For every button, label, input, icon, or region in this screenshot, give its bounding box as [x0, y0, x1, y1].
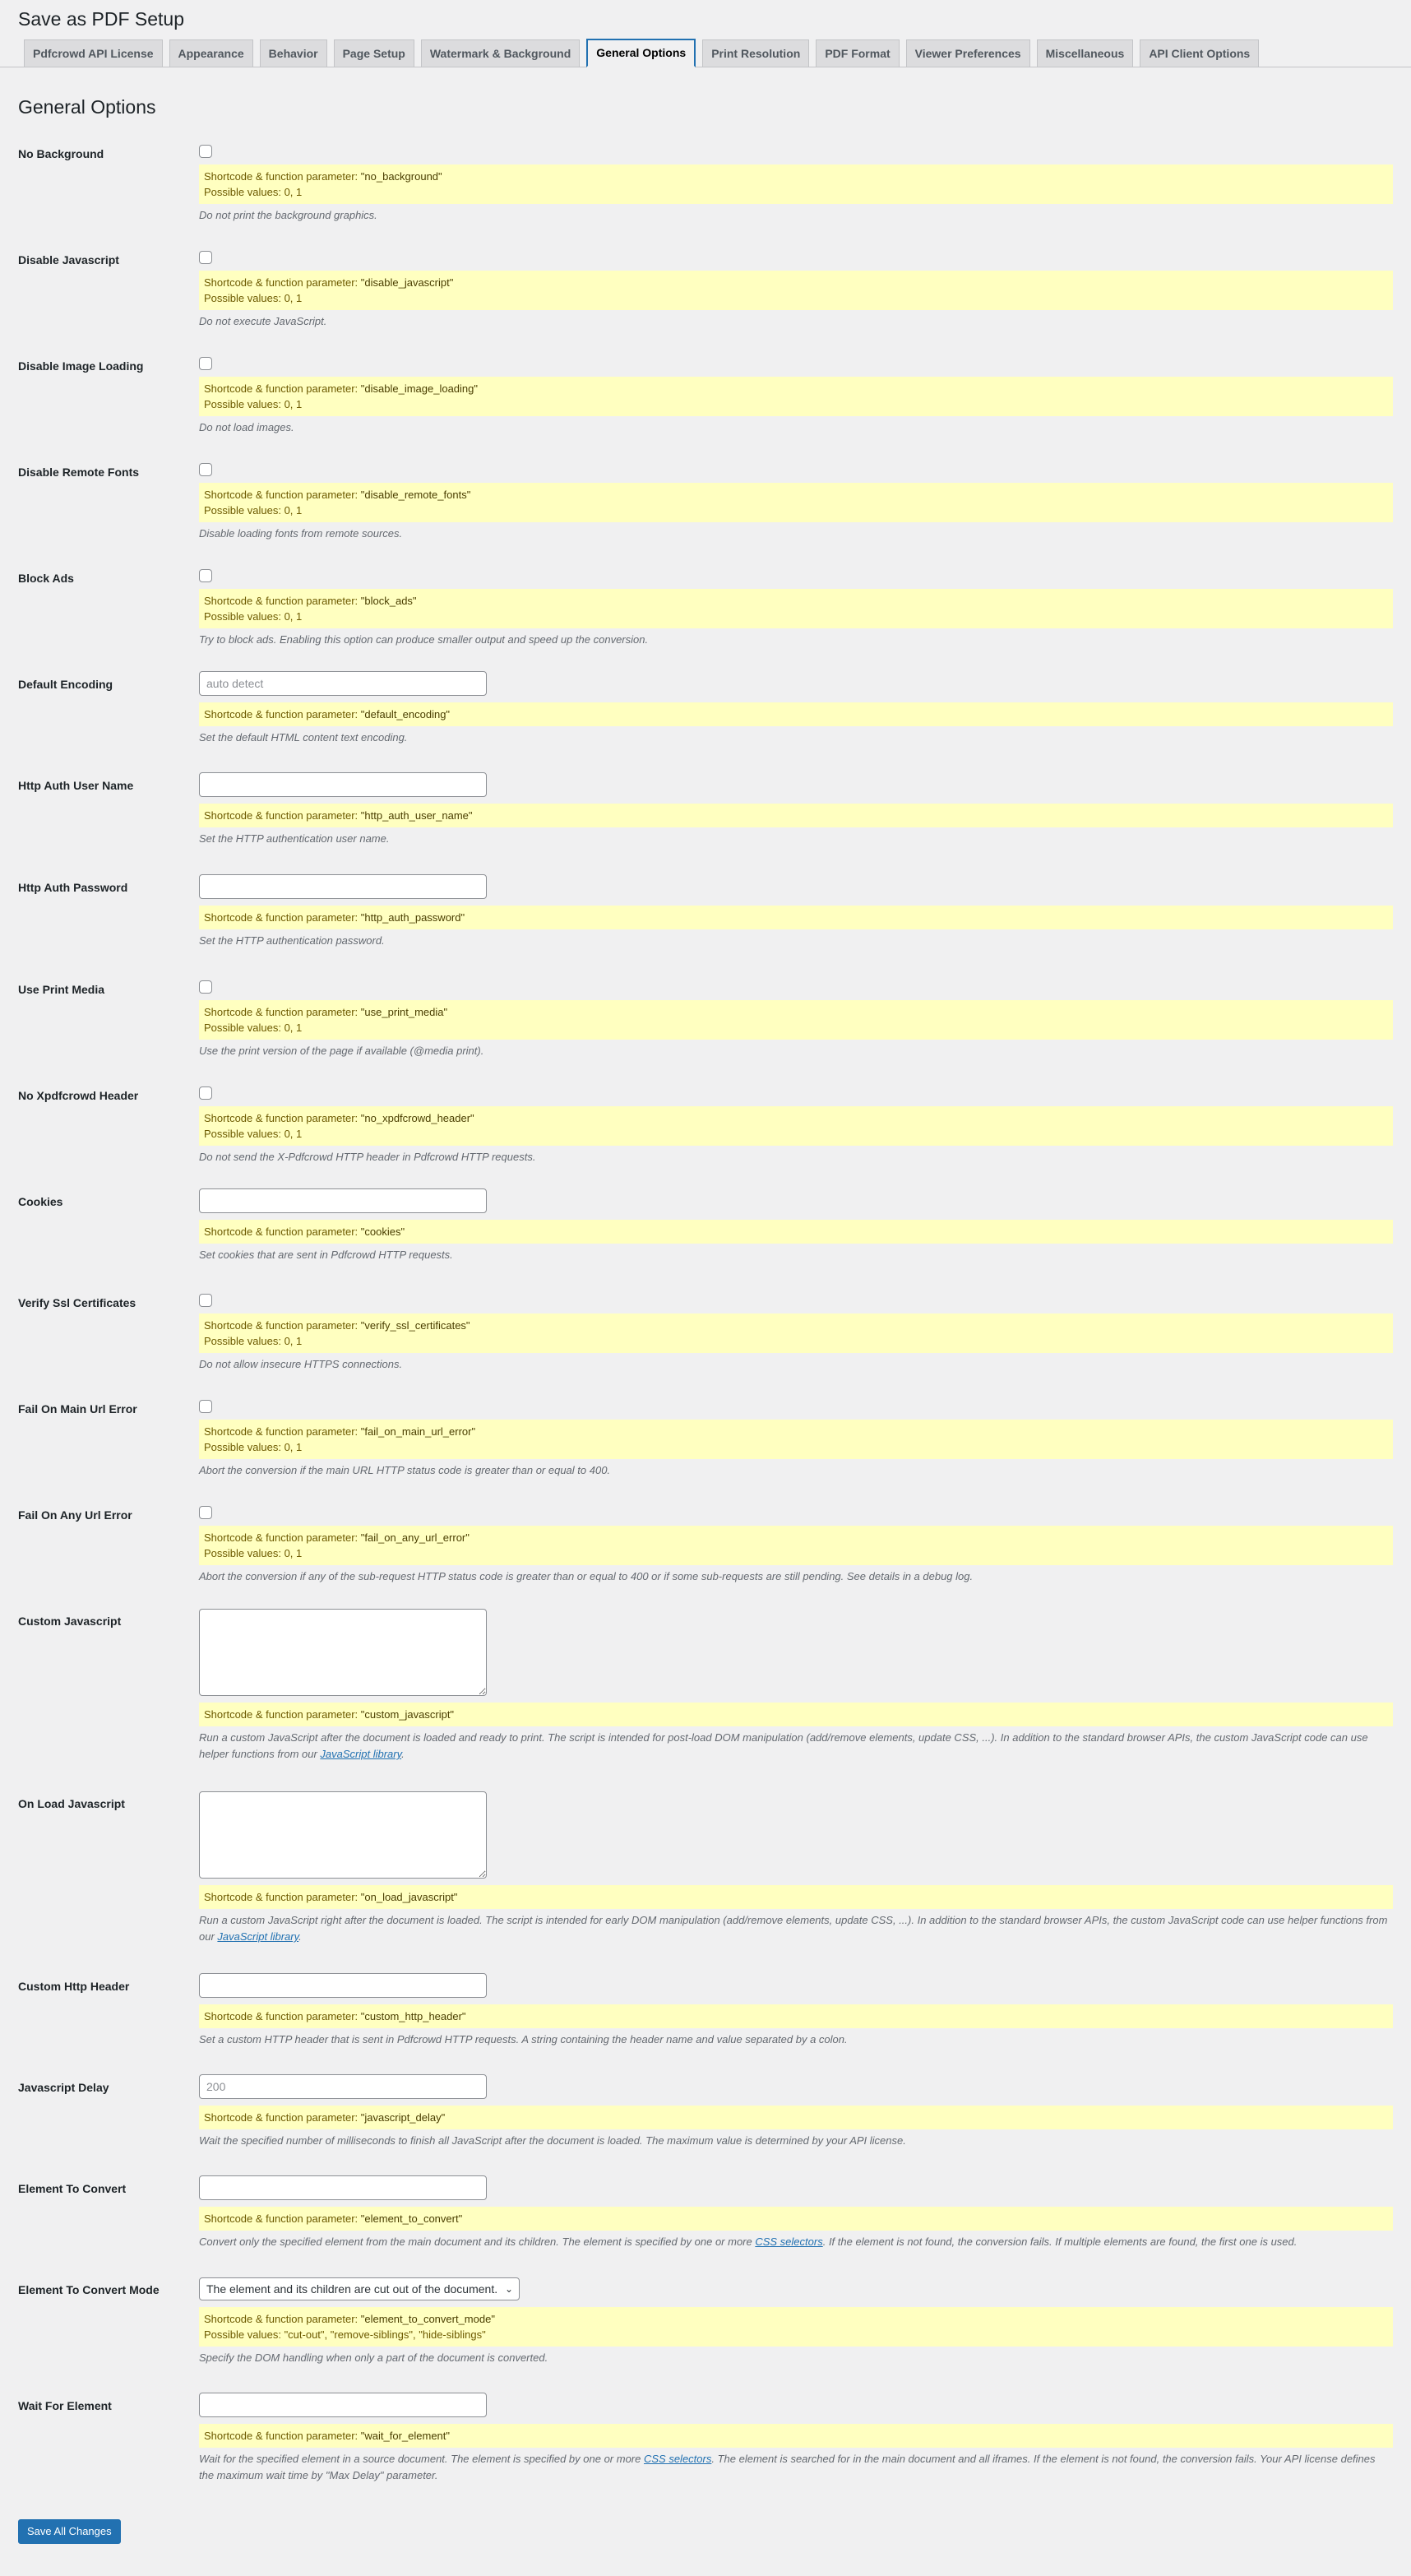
- option-row-disable-remote-fonts: [18, 458, 1393, 542]
- values-prefix: Possible values:: [204, 1128, 285, 1140]
- values-prefix: Possible values:: [204, 1335, 285, 1347]
- parameter-note: [199, 1885, 1393, 1909]
- parameter-note: [199, 2207, 1393, 2231]
- option-description: [199, 2350, 1393, 2366]
- css-selectors-link[interactable]: CSS selectors: [643, 2453, 712, 2465]
- option-label: Custom Http Header: [18, 1980, 130, 1993]
- parameter-note: [199, 1106, 1393, 1146]
- option-field: [199, 2175, 1393, 2250]
- option-label: Http Auth Password: [18, 881, 128, 894]
- values-prefix: Possible values:: [204, 1441, 285, 1453]
- option-row-javascript-delay: [18, 2073, 1393, 2149]
- description-text-after: .: [401, 1748, 405, 1760]
- parameter-prefix: Shortcode & function parameter:: [204, 1006, 361, 1018]
- option-label: No Background: [18, 147, 104, 160]
- parameter-prefix: Shortcode & function parameter:: [204, 2010, 361, 2022]
- possible-values-line: [204, 1126, 1388, 1142]
- option-description: [199, 933, 1393, 949]
- parameter-note: [199, 702, 1393, 726]
- possible-values: 0, 1: [284, 186, 303, 198]
- option-description: [199, 1912, 1393, 1945]
- parameter-prefix: Shortcode & function parameter:: [204, 708, 361, 720]
- parameter-line: [204, 487, 1388, 503]
- option-description: [199, 2234, 1393, 2250]
- values-prefix: Possible values:: [204, 186, 285, 198]
- option-field: [199, 1790, 1393, 1945]
- option-row-fail-on-any-url-error: [18, 1501, 1393, 1585]
- description-text-after: . If the element is not found, the conversion fails. If multiple elements are found, the first one is used.: [822, 2235, 1298, 2248]
- parameter-note: [199, 2307, 1393, 2347]
- parameter-name: "block_ads": [360, 595, 417, 607]
- possible-values: 0, 1: [284, 504, 303, 517]
- values-prefix: Possible values:: [204, 2328, 285, 2341]
- parameter-name: "no_xpdfcrowd_header": [360, 1112, 474, 1124]
- values-prefix: Possible values:: [204, 292, 285, 304]
- option-label: Disable Image Loading: [18, 359, 144, 373]
- description-text: Set the HTTP authentication password.: [199, 934, 385, 947]
- verify-ssl-certificates-checkbox[interactable]: [199, 1294, 212, 1307]
- option-field: [199, 1607, 1393, 1763]
- parameter-line: [204, 381, 1388, 396]
- parameter-name: "http_auth_user_name": [360, 809, 473, 822]
- option-label: Wait For Element: [18, 2399, 112, 2412]
- parameter-note: [199, 2424, 1393, 2448]
- option-field: [199, 246, 1393, 330]
- option-label: No Xpdfcrowd Header: [18, 1089, 139, 1102]
- fail-on-main-url-error-checkbox[interactable]: [199, 1400, 212, 1413]
- section-title: General Options: [18, 96, 156, 118]
- possible-values-line: [204, 290, 1388, 306]
- option-field: [199, 670, 1393, 746]
- parameter-name: "wait_for_element": [360, 2430, 451, 2442]
- option-row-no-xpdfcrowd-header: [18, 1082, 1393, 1165]
- description-text: Do not print the background graphics.: [199, 209, 377, 221]
- parameter-line: [204, 169, 1388, 184]
- tab-general-options[interactable]: General Options: [586, 39, 696, 67]
- parameter-name: "fail_on_any_url_error": [360, 1531, 470, 1544]
- option-row-http-auth-user-name: [18, 771, 1393, 847]
- javascript-library-link[interactable]: JavaScript library: [217, 1930, 299, 1943]
- parameter-line: [204, 1224, 1388, 1239]
- option-row-default-encoding: [18, 670, 1393, 746]
- tab-miscellaneous[interactable]: Miscellaneous: [1037, 39, 1134, 67]
- parameter-line: [204, 808, 1388, 823]
- description-text: Convert only the specified element from the main document and its children. The element is specified by one or more: [199, 2235, 756, 2248]
- parameter-prefix: Shortcode & function parameter:: [204, 1319, 361, 1332]
- option-label: Custom Javascript: [18, 1615, 122, 1628]
- parameter-name: "javascript_delay": [360, 2111, 446, 2124]
- chevron-down-icon: ⌄: [504, 2283, 513, 2295]
- parameter-prefix: Shortcode & function parameter:: [204, 1531, 361, 1544]
- option-field: [199, 2392, 1393, 2484]
- parameter-prefix: Shortcode & function parameter:: [204, 2111, 361, 2124]
- block-ads-checkbox[interactable]: [199, 569, 212, 582]
- tab-behavior[interactable]: Behavior: [260, 39, 327, 67]
- option-row-custom-http-header: [18, 1972, 1393, 2048]
- parameter-line: [204, 1889, 1388, 1905]
- http-auth-user-name-input[interactable]: [199, 772, 487, 797]
- possible-values: 0, 1: [284, 292, 303, 304]
- description-text: Run a custom JavaScript right after the document is loaded. The script is intended for early DOM manipulation (add/remove elements, update CSS, ...). In addition to the standard browser APIs, the custom JavaScript code can use helper functions from our: [199, 1914, 1388, 1943]
- option-label: Fail On Main Url Error: [18, 1402, 137, 1415]
- parameter-note: [199, 589, 1393, 628]
- parameter-note: [199, 1703, 1393, 1726]
- option-row-disable-javascript: [18, 246, 1393, 330]
- custom-javascript-textarea[interactable]: [199, 1609, 487, 1696]
- default-encoding-input[interactable]: [199, 671, 487, 696]
- option-field: [199, 1289, 1393, 1373]
- option-field: [199, 873, 1393, 949]
- possible-values-line: [204, 184, 1388, 200]
- values-prefix: Possible values:: [204, 504, 285, 517]
- parameter-note: [199, 1220, 1393, 1244]
- description-text: Abort the conversion if the main URL HTTP status code is greater than or equal to 400.: [199, 1464, 611, 1476]
- option-label: Element To Convert: [18, 2182, 127, 2195]
- option-field: [199, 564, 1393, 648]
- parameter-prefix: Shortcode & function parameter:: [204, 170, 361, 183]
- option-field: [199, 1395, 1393, 1479]
- parameter-note: [199, 377, 1393, 416]
- option-description: [199, 632, 1393, 648]
- parameter-name: "http_auth_password": [360, 911, 465, 924]
- option-field: [199, 140, 1393, 224]
- option-label: Block Ads: [18, 572, 74, 585]
- option-description: [199, 1730, 1393, 1763]
- tab-appearance[interactable]: Appearance: [169, 39, 253, 67]
- no-background-checkbox[interactable]: [199, 145, 212, 158]
- option-description: [199, 2032, 1393, 2048]
- option-description: [199, 2133, 1393, 2149]
- option-label: On Load Javascript: [18, 1797, 125, 1810]
- parameter-note: [199, 1526, 1393, 1565]
- parameter-prefix: Shortcode & function parameter:: [204, 1225, 361, 1238]
- parameter-note: [199, 906, 1393, 929]
- option-row-on-load-javascript: [18, 1790, 1393, 1945]
- option-row-http-auth-password: [18, 873, 1393, 949]
- element-to-convert-mode-select[interactable]: [199, 2277, 520, 2300]
- description-text: Disable loading fonts from remote sources.: [199, 527, 403, 540]
- parameter-line: [204, 707, 1388, 722]
- parameter-line: [204, 1318, 1388, 1333]
- possible-values-line: [204, 396, 1388, 412]
- values-prefix: Possible values:: [204, 1547, 285, 1559]
- parameter-prefix: Shortcode & function parameter:: [204, 276, 361, 289]
- javascript-delay-input[interactable]: [199, 2074, 487, 2099]
- option-field: [199, 1188, 1393, 1263]
- possible-values-line: [204, 503, 1388, 518]
- javascript-library-link[interactable]: JavaScript library: [320, 1748, 402, 1760]
- possible-values: 0, 1: [284, 1441, 303, 1453]
- parameter-name: "disable_image_loading": [360, 382, 479, 395]
- option-field: [199, 1972, 1393, 2048]
- parameter-prefix: Shortcode & function parameter:: [204, 382, 361, 395]
- parameter-line: [204, 275, 1388, 290]
- parameter-note: [199, 1000, 1393, 1040]
- tab-watermark-background[interactable]: Watermark & Background: [421, 39, 580, 67]
- parameter-line: [204, 2311, 1388, 2327]
- option-label: Http Auth User Name: [18, 779, 134, 792]
- parameter-note: [199, 2004, 1393, 2028]
- save-all-changes-button[interactable]: Save All Changes: [18, 2519, 121, 2544]
- parameter-name: "use_print_media": [360, 1006, 448, 1018]
- parameter-line: [204, 2008, 1388, 2024]
- description-text: Wait for the specified element in a source document. The element is specified by one or more: [199, 2453, 644, 2465]
- description-text: Set a custom HTTP header that is sent in Pdfcrowd HTTP requests. A string containing the header name and value separated by a colon.: [199, 2033, 848, 2046]
- option-description: [199, 1462, 1393, 1479]
- http-auth-password-input[interactable]: [199, 874, 487, 899]
- parameter-name: "no_background": [360, 170, 442, 183]
- parameter-name: "verify_ssl_certificates": [360, 1319, 470, 1332]
- tab-page-setup[interactable]: Page Setup: [334, 39, 414, 67]
- cookies-input[interactable]: [199, 1188, 487, 1213]
- option-row-use-print-media: [18, 975, 1393, 1059]
- values-prefix: Possible values:: [204, 1022, 285, 1034]
- description-text-after: . The element is searched for in the main document and all iframes. If the element is not found, the conversion fails. Your API license defines the maximum wait time by "Max Delay" parameter.: [199, 2453, 1376, 2481]
- parameter-name: "element_to_convert": [360, 2212, 463, 2225]
- description-text: Specify the DOM handling when only a part of the document is converted.: [199, 2351, 548, 2364]
- possible-values: 0, 1: [284, 1335, 303, 1347]
- option-label: Javascript Delay: [18, 2081, 109, 2094]
- parameter-name: "custom_javascript": [360, 1708, 455, 1721]
- possible-values: 0, 1: [284, 1128, 303, 1140]
- option-row-fail-on-main-url-error: [18, 1395, 1393, 1479]
- parameter-name: "custom_http_header": [360, 2010, 466, 2022]
- tab-viewer-preferences[interactable]: Viewer Preferences: [906, 39, 1030, 67]
- description-text-after: .: [298, 1930, 302, 1943]
- option-description: [199, 419, 1393, 436]
- parameter-line: [204, 2428, 1388, 2444]
- disable-remote-fonts-checkbox[interactable]: [199, 463, 212, 476]
- possible-values-line: [204, 1545, 1388, 1561]
- on-load-javascript-textarea[interactable]: [199, 1791, 487, 1879]
- option-field: [199, 2276, 1393, 2366]
- parameter-line: [204, 1424, 1388, 1439]
- possible-values: 0, 1: [284, 398, 303, 410]
- option-field: [199, 771, 1393, 847]
- parameter-line: [204, 2110, 1388, 2125]
- option-row-no-background: [18, 140, 1393, 224]
- element-to-convert-input[interactable]: [199, 2175, 487, 2200]
- description-text: Run a custom JavaScript after the document is loaded and ready to print. The script is intended for post-load DOM manipulation (add/remove elements, update CSS, ...). In addition to the standard browser APIs, the custom JavaScript code can use helper functions from our: [199, 1731, 1368, 1760]
- option-description: [199, 730, 1393, 746]
- values-prefix: Possible values:: [204, 398, 285, 410]
- option-label: Fail On Any Url Error: [18, 1508, 132, 1522]
- parameter-note: [199, 1420, 1393, 1459]
- parameter-prefix: Shortcode & function parameter:: [204, 1891, 361, 1903]
- parameter-prefix: Shortcode & function parameter:: [204, 595, 361, 607]
- option-row-block-ads: [18, 564, 1393, 648]
- option-label: Cookies: [18, 1195, 63, 1208]
- option-description: [199, 1043, 1393, 1059]
- disable-image-loading-checkbox[interactable]: [199, 357, 212, 370]
- parameter-note: [199, 804, 1393, 827]
- option-row-element-to-convert-mode: [18, 2276, 1393, 2366]
- css-selectors-link[interactable]: CSS selectors: [755, 2235, 823, 2248]
- description-text: Set the default HTML content text encoding.: [199, 731, 408, 744]
- possible-values-line: [204, 1439, 1388, 1455]
- possible-values-line: [204, 609, 1388, 624]
- parameter-prefix: Shortcode & function parameter:: [204, 809, 361, 822]
- option-description: [199, 526, 1393, 542]
- option-description: [199, 313, 1393, 330]
- parameter-name: "default_encoding": [360, 708, 451, 720]
- tab-print-resolution[interactable]: Print Resolution: [702, 39, 809, 67]
- parameter-note: [199, 164, 1393, 204]
- parameter-prefix: Shortcode & function parameter:: [204, 2212, 361, 2225]
- page-title: Save as PDF Setup: [18, 8, 184, 30]
- option-label: Use Print Media: [18, 983, 105, 996]
- tab-api-client-options[interactable]: API Client Options: [1140, 39, 1259, 67]
- parameter-line: [204, 1110, 1388, 1126]
- option-field: [199, 2073, 1393, 2149]
- use-print-media-checkbox[interactable]: [199, 980, 212, 994]
- custom-http-header-input[interactable]: [199, 1973, 487, 1998]
- tab-pdfcrowd-api-license[interactable]: Pdfcrowd API License: [24, 39, 163, 67]
- option-field: [199, 458, 1393, 542]
- possible-values: 0, 1: [284, 610, 303, 623]
- select-value: The element and its children are cut out of the document.: [206, 2282, 498, 2296]
- possible-values: 0, 1: [284, 1547, 303, 1559]
- possible-values-line: [204, 1333, 1388, 1349]
- option-row-disable-image-loading: [18, 352, 1393, 436]
- description-text: Wait the specified number of milliseconds to finish all JavaScript after the document is loaded. The maximum value is determined by your API license.: [199, 2134, 906, 2147]
- values-prefix: Possible values:: [204, 610, 285, 623]
- parameter-note: [199, 1313, 1393, 1353]
- option-label: Verify Ssl Certificates: [18, 1296, 136, 1309]
- option-field: [199, 1082, 1393, 1165]
- parameter-prefix: Shortcode & function parameter:: [204, 2430, 361, 2442]
- parameter-line: [204, 1707, 1388, 1722]
- description-text: Do not send the X-Pdfcrowd HTTP header in Pdfcrowd HTTP requests.: [199, 1151, 536, 1163]
- option-field: [199, 352, 1393, 436]
- no-xpdfcrowd-header-checkbox[interactable]: [199, 1086, 212, 1100]
- parameter-name: "on_load_javascript": [360, 1891, 458, 1903]
- description-text: Set cookies that are sent in Pdfcrowd HTTP requests.: [199, 1249, 453, 1261]
- option-row-element-to-convert: [18, 2175, 1393, 2250]
- parameter-prefix: Shortcode & function parameter:: [204, 1708, 361, 1721]
- parameter-name: "disable_remote_fonts": [360, 489, 471, 501]
- parameter-line: [204, 593, 1388, 609]
- option-field: [199, 1501, 1393, 1585]
- option-row-cookies: [18, 1188, 1393, 1263]
- parameter-note: [199, 2106, 1393, 2129]
- option-label: Element To Convert Mode: [18, 2283, 160, 2296]
- parameter-name: "cookies": [360, 1225, 405, 1238]
- parameter-name: "fail_on_main_url_error": [360, 1425, 476, 1438]
- disable-javascript-checkbox[interactable]: [199, 251, 212, 264]
- option-description: [199, 1356, 1393, 1373]
- parameter-prefix: Shortcode & function parameter:: [204, 2313, 361, 2325]
- description-text: Abort the conversion if any of the sub-request HTTP status code is greater than or equal to 400 or if some sub-requests are still pending. See details in a debug log.: [199, 1570, 974, 1582]
- possible-values-line: [204, 2327, 1388, 2342]
- parameter-line: [204, 910, 1388, 925]
- option-label: Default Encoding: [18, 678, 113, 691]
- possible-values: "cut-out", "remove-siblings", "hide-siblings": [284, 2328, 486, 2341]
- option-description: [199, 1149, 1393, 1165]
- parameter-prefix: Shortcode & function parameter:: [204, 1112, 361, 1124]
- fail-on-any-url-error-checkbox[interactable]: [199, 1506, 212, 1519]
- parameter-line: [204, 1004, 1388, 1020]
- parameter-prefix: Shortcode & function parameter:: [204, 1425, 361, 1438]
- parameter-prefix: Shortcode & function parameter:: [204, 911, 361, 924]
- parameter-note: [199, 271, 1393, 310]
- settings-tabs: [0, 39, 1411, 67]
- description-text: Set the HTTP authentication user name.: [199, 832, 390, 845]
- option-description: [199, 2451, 1393, 2484]
- possible-values: 0, 1: [284, 1022, 303, 1034]
- option-description: [199, 1568, 1393, 1585]
- option-row-custom-javascript: [18, 1607, 1393, 1763]
- description-text: Do not load images.: [199, 421, 294, 433]
- description-text: Do not allow insecure HTTPS connections.: [199, 1358, 403, 1370]
- option-label: Disable Javascript: [18, 253, 119, 266]
- option-description: [199, 207, 1393, 224]
- parameter-note: [199, 483, 1393, 522]
- wait-for-element-input[interactable]: [199, 2393, 487, 2417]
- option-label: Disable Remote Fonts: [18, 466, 140, 479]
- description-text: Try to block ads. Enabling this option can produce smaller output and speed up the conversion.: [199, 633, 649, 646]
- option-description: [199, 831, 1393, 847]
- option-field: [199, 975, 1393, 1059]
- option-row-wait-for-element: [18, 2392, 1393, 2484]
- option-row-verify-ssl-certificates: [18, 1289, 1393, 1373]
- possible-values-line: [204, 1020, 1388, 1035]
- tab-pdf-format[interactable]: PDF Format: [816, 39, 899, 67]
- option-description: [199, 1247, 1393, 1263]
- parameter-line: [204, 2211, 1388, 2226]
- description-text: Use the print version of the page if available (@media print).: [199, 1045, 484, 1057]
- parameter-line: [204, 1530, 1388, 1545]
- parameter-name: "disable_javascript": [360, 276, 454, 289]
- parameter-prefix: Shortcode & function parameter:: [204, 489, 361, 501]
- description-text: Do not execute JavaScript.: [199, 315, 327, 327]
- parameter-name: "element_to_convert_mode": [360, 2313, 495, 2325]
